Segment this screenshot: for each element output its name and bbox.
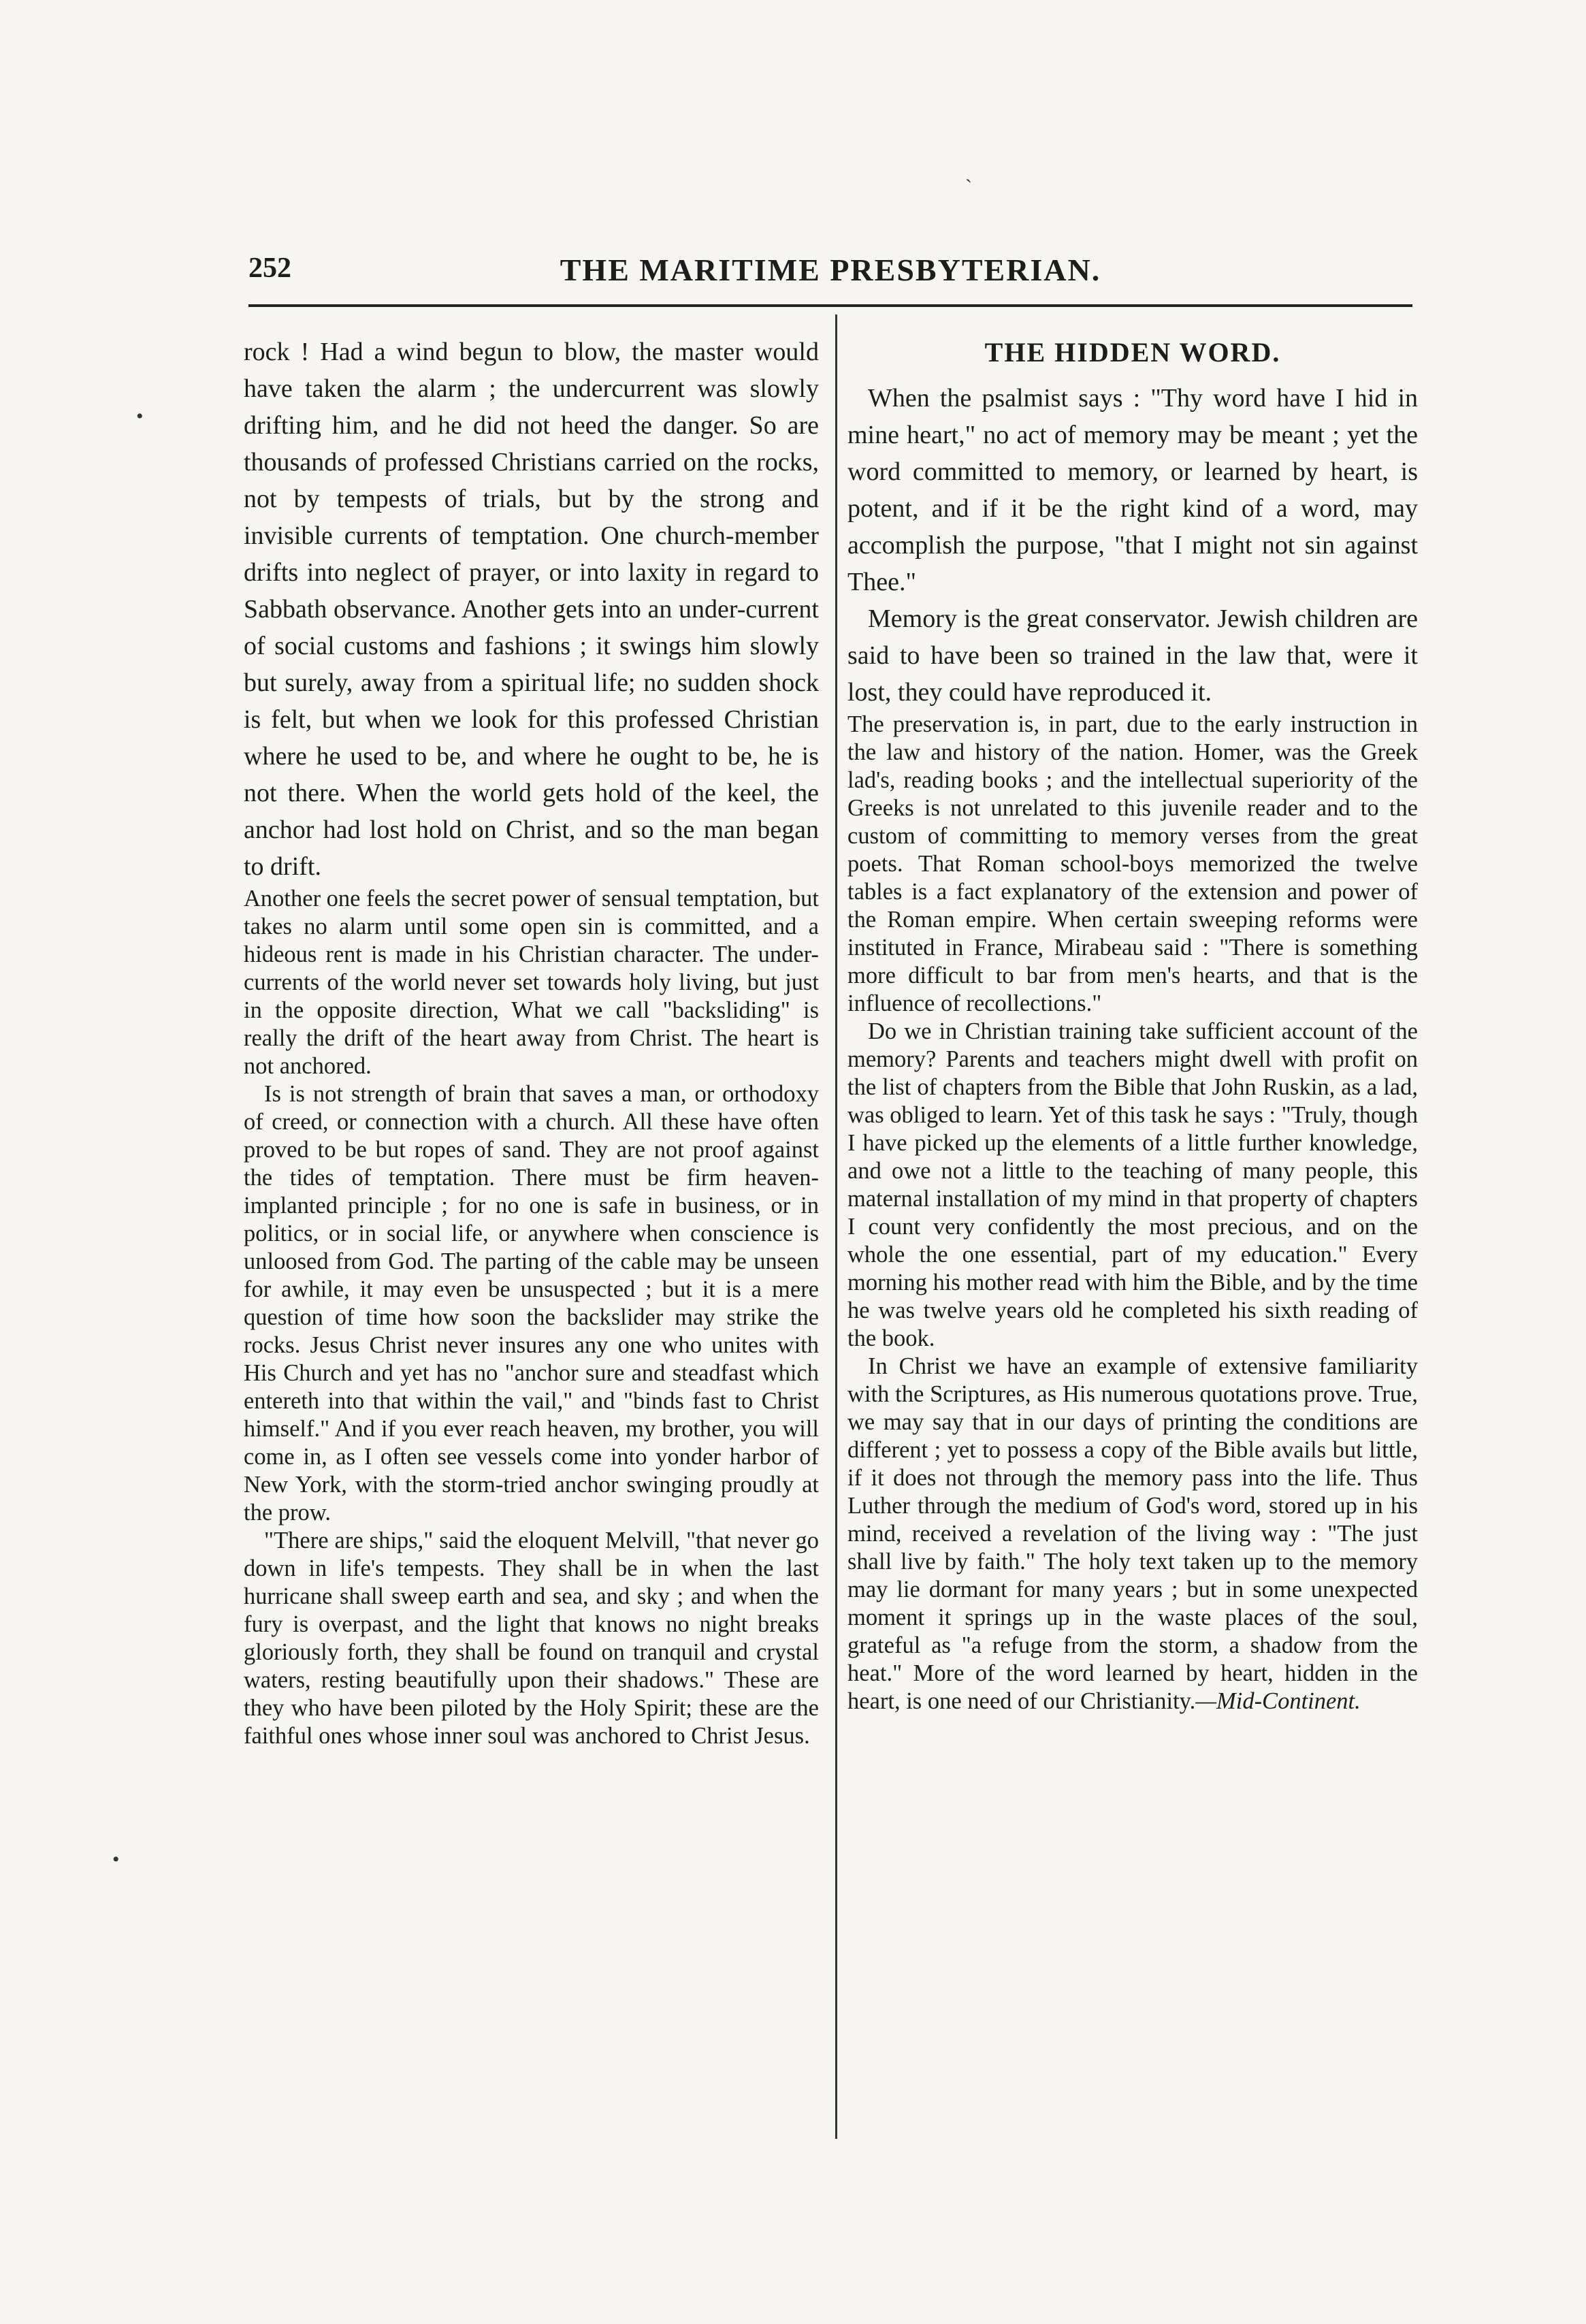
stray-mark: ` xyxy=(965,176,972,198)
header-rule xyxy=(248,304,1412,307)
article-paragraph: Memory is the great conservator. Jewish children are said to have been so trained in the law that, were it lost, they could have reproduced it. xyxy=(847,604,1418,707)
attribution: —Mid-Continent. xyxy=(1195,1688,1361,1714)
article-continuation-paragraph: Another one feels the secret power of sensual temptation, but takes no alarm until some open sin is committed, and a hideous rent is made in his Christian character. The under-currents of the world never set towards holy living, but just in the opposite direction, What we call "backsliding" is really the drift of the heart away from Christ. The heart is not anchored. xyxy=(244,886,819,1079)
article-paragraph xyxy=(847,1353,1418,1715)
article-paragraph: Do we in Christian training take sufficient account of the memory? Parents and teachers might dwell with profit on the list of chapters from the Bible that John Ruskin, as a lad, was obliged to learn. Yet of this task he says : "Truly, though I have picked up the elements of a little further knowledge, and owe not a little to the teaching of many people, this maternal installation of my mind in that property of chapters I count very confidently the most precious, and on the whole the one essential, part of my education." Every morning his mother read with him the Bible, and by the time he was twelve years old he completed his sixth reading of the book. xyxy=(847,1018,1418,1351)
article-paragraph-text: In Christ we have an example of extensive familiarity with the Scriptures, as His numerous quotations prove. True, we may say that in our days of printing the conditions are different ; yet to possess a copy of the Bible avails but little, if it does not through the memory pass into the life. Thus Luther through the medium of God's word, stored up in his mind, received a revelation of the living way : "The just shall live by faith." The holy text taken up to the memory may lie dormant for many years ; but in some unexpected moment it springs up in the waste places of the soul, grateful as "a refuge from the storm, a shadow from the heat." More of the word learned by heart, hidden in the heart, is one need of our Christianity. xyxy=(847,1353,1418,1714)
article-paragraph: The preservation is, in part, due to the early instruction in the law and history of the nation. Homer, was the Greek lad's, reading books ; and the intellectual superiority of the Greeks is not unrelated to this juvenile reader and to the custom of committing to memory verses from the great poets. That Roman school-boys memorized the twelve tables is a fact explanatory of the extension and power of the Roman empire. When certain sweeping reforms were instituted in France, Mirabeau said : "There is something more difficult to bar from men's hearts, and that is the influence of recollections." xyxy=(847,711,1418,1016)
article-paragraph: Is is not strength of brain that saves a man, or orthodoxy of creed, or connection with a church. All these have often proved to be but ropes of sand. They are not proof against the tides of temptation. There must be firm heaven-implanted principle ; for no one is safe in business, or in politics, or in social life, or anywhere when conscience is unloosed from God. The parting of the cable may be unseen for awhile, it may even be unsuspected ; but it is a mere question of time how soon the backslider may strike the rocks. Jesus Christ never insures any one who unites with His Church and yet has no "anchor sure and steadfast which entereth into that within the vail," and "binds fast to Christ himself." And if you ever reach heaven, my brother, you will come in, as I often see vessels come into yonder harbor of New York, with the storm-tried anchor swinging proudly at the prow. xyxy=(244,1081,819,1526)
left-column xyxy=(244,334,819,1750)
page-header xyxy=(248,252,1412,293)
running-title: THE MARITIME PRESBYTERIAN. xyxy=(560,253,1101,287)
article-paragraph: When the psalmist says : "Thy word have I hid in mine heart," no act of memory may be meant ; yet the word committed to memory, or learned by heart, is potent, and if it be the right kind of a word, may accomplish the purpose, "that I might not sin against Thee." xyxy=(847,384,1418,596)
stray-dot: • xyxy=(112,1848,120,1871)
article-title: THE HIDDEN WORD. xyxy=(984,337,1281,368)
right-column xyxy=(847,334,1418,1715)
article-paragraph: "There are ships," said the eloquent Melvill, "that never go down in life's tempests. They shall be in when the last hurricane shall sweep earth and sea, and sky ; and when the fury is overpast, and the light that knows no night breaks gloriously forth, they shall be found on tranquil and crystal waters, resting beautifully upon their shadows." These are they who have been piloted by the Holy Spirit; these are the faithful ones whose inner soul was anchored to Christ Jesus. xyxy=(244,1528,819,1749)
column-divider xyxy=(835,314,837,2139)
stray-dot: • xyxy=(136,405,144,427)
page-number: 252 xyxy=(248,253,291,284)
article-continuation-paragraph: rock ! Had a wind begun to blow, the master would have taken the alarm ; the undercurrent was slowly drifting him, and he did not heed the danger. So are thousands of professed Christians carried on the rocks, not by tempests of trials, but by the strong and invisible currents of temptation. One church-member drifts into neglect of prayer, or into laxity in regard to Sabbath observance. Another gets into an under-current of social customs and fashions ; it swings him slowly but surely, away from a spiritual life; no sudden shock is felt, but when we look for this professed Christian where he used to be, and where he ought to be, he is not there. When the world gets hold of the keel, the anchor had lost hold on Christ, and so the man began to drift. xyxy=(244,338,819,881)
